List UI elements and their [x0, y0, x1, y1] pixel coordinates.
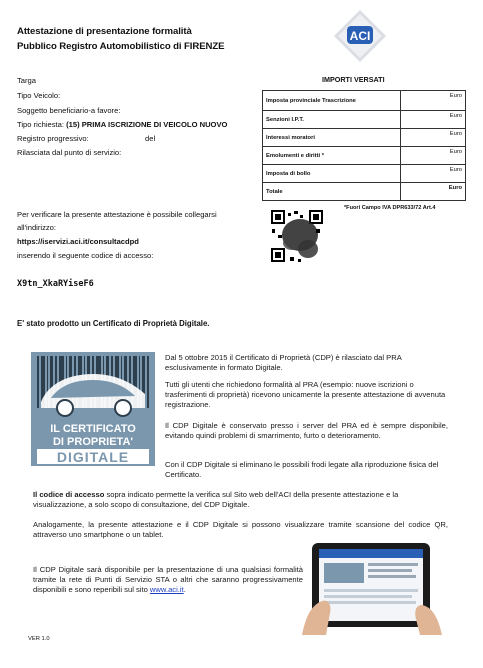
fee-value: Euro — [401, 147, 466, 165]
fee-value: Euro — [401, 129, 466, 147]
tipo-richiesta-value: (15) PRIMA ISCRIZIONE DI VEICOLO NUOVO — [66, 120, 228, 129]
svg-text:ACI: ACI — [349, 29, 371, 43]
aci-logo-icon — [332, 8, 388, 64]
field-registro: Registro progressivo: — [17, 134, 89, 143]
cdp-digitale-image — [31, 352, 155, 466]
paragraph-text: sopra indicato permette la verifica sul Sito web dell'ACI della presente attestazione e la visualizzazione, a solo scopo di consultazione, del CDP Digitale. — [33, 490, 399, 509]
fee-label: Emolumenti e diritti * — [263, 147, 401, 165]
field-soggetto: Soggetto beneficiario-a favore: — [17, 106, 121, 115]
verify-line2: all'indirizzo: — [17, 223, 57, 232]
fee-value: Euro — [401, 111, 466, 129]
importi-title: IMPORTI VERSATI — [322, 75, 385, 84]
cdp-image-line2: DI PROPRIETA' — [52, 436, 134, 448]
fees-table — [262, 90, 466, 201]
field-tipo-veicolo: Tipo Veicolo: — [17, 91, 61, 100]
aci-link[interactable]: www.aci.it — [149, 585, 184, 594]
iva-note: *Fuori Campo IVA DPR633/72 Art.4 — [344, 205, 436, 211]
cdp-image-line3: DIGITALE — [56, 449, 130, 465]
table-row — [263, 165, 466, 183]
document-subtitle: Pubblico Registro Automobilistico di FIRENZE — [17, 41, 225, 52]
fee-value: Euro — [401, 91, 466, 111]
fee-value: Euro — [401, 165, 466, 183]
verify-url[interactable]: https://iservizi.aci.it/consultacdpd — [17, 237, 139, 246]
cdp-image-line1: IL CERTIFICATO — [50, 423, 136, 435]
table-row — [263, 183, 466, 201]
table-row — [263, 91, 466, 111]
field-tipo-richiesta — [17, 120, 227, 129]
paragraph-text: Il CDP Digitale sarà disponibile per la presentazione di una qualsiasi formalità tramite la rete di Punti di Servizio STA o altri che saranno progressivamente disponibili e sono reperibili sul sito — [33, 565, 303, 594]
fee-label: Totale — [263, 183, 401, 201]
paragraph-availability — [33, 565, 303, 595]
tablet-image — [302, 535, 442, 635]
paragraph: Con il CDP Digitale si eliminano le possibili frodi legate alla riproduzione fisica del Certificato. — [165, 460, 439, 479]
field-rilasciata: Rilasciata dal punto di servizio: — [17, 148, 122, 157]
table-row — [263, 147, 466, 165]
paragraph: Dal 5 ottobre 2015 il Certificato di Proprietà (CDP) è rilasciato dal PRA esclusivamente in formato Digitale. — [165, 353, 402, 372]
field-del: del — [145, 134, 156, 143]
paragraph-bold: Il codice di accesso — [33, 490, 105, 499]
verify-line1: Per verificare la presente attestazione è possibile collegarsi — [17, 210, 217, 219]
fee-label: Imposta di bollo — [263, 165, 401, 183]
table-row — [263, 129, 466, 147]
paragraph: Tutti gli utenti che richiedono formalità al PRA (esempio: nuove iscrizioni o trasferimenti di proprietà) ricevono unicamente la presente attestazione di avvenuta registrazione. — [165, 380, 446, 409]
fee-value: Euro — [401, 183, 466, 201]
version-label: VER 1.0 — [28, 636, 50, 642]
paragraph-access-code — [33, 490, 448, 510]
fee-label: Imposta provinciale Trascrizione — [263, 91, 401, 111]
field-targa: Targa — [17, 76, 36, 85]
certificate-notice: E' stato prodotto un Certificato di Proprietà Digitale. — [17, 319, 210, 328]
verify-line3: inserendo il seguente codice di accesso: — [17, 251, 154, 260]
tipo-richiesta-label: Tipo richiesta: — [17, 120, 64, 129]
fee-label: Senzioni I.P.T. — [263, 111, 401, 129]
qr-code-icon[interactable] — [270, 209, 324, 263]
table-row — [263, 111, 466, 129]
fee-label: Interessi moratori — [263, 129, 401, 147]
document-title: Attestazione di presentazione formalità — [17, 26, 192, 37]
paragraph: Analogamente, la presente attestazione e il CDP Digitale si possono visualizzare tramite scansione del codice QR, attraverso uno smartphone o un tablet. — [33, 520, 448, 539]
paragraph: Il CDP Digitale è conservato presso i server del PRA ed è sempre disponibile, evitando quindi problemi di smarrimento, furto o deterioramento. — [165, 421, 448, 440]
access-code: X9tn_XkaRYiseF6 — [17, 279, 94, 289]
paragraph-end: . — [183, 585, 186, 594]
